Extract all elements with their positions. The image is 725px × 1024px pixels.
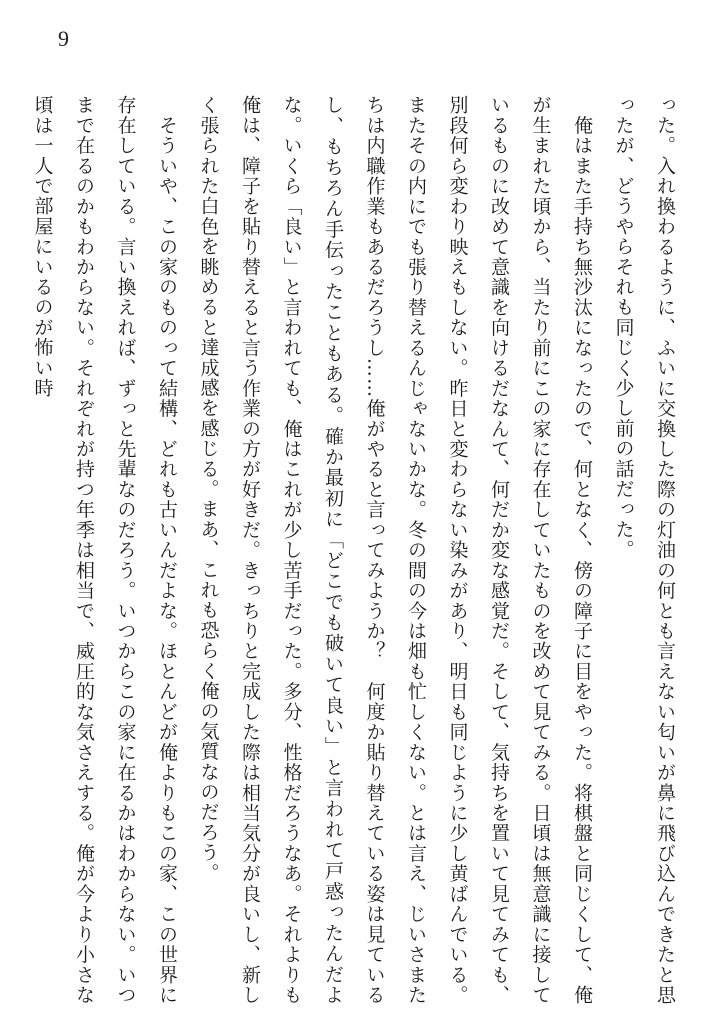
- paragraph: った。入れ換わるように、ふいに交換した際の灯油の何とも言えない匂いが鼻に飛び込んできたと思ったが、どうやらそれも同じく少し前の話だった。: [612, 95, 676, 1005]
- paragraph: そういや、この家のものって結構、どれも古いんだよな。ほとんどが俺よりもこの家、この世界に存在している。言い換えれば、ずっと先輩なのだろう。いつからこの家に在るかはわからない。いつまで在るのかもわからない。それぞれが持つ年季は相当で、威圧的な気さえする。俺が今より小さな頃は一人で部屋にいるのが怖い時: [31, 95, 178, 1005]
- page-number: 9: [58, 26, 69, 51]
- vertical-text-body: [25, 95, 685, 1005]
- paragraph: 俺はまた手持ち無沙汰になったので、何となく、傍の障子に目をやった。将棋盤と同じくして、俺が生まれた頃から、当たり前にこの家に存在していたものを改めて見てみる。日頃は無意識に接しているものに改めて意識を向けるだなんて、何だか変な感覚だ。そして、気持ちを置いて見てみても、別段何ら変わり映えもしない。昨日と変わらない染みがあり、明日も同じように少し黄ばんでいる。またその内にでも張り替えるんじゃないかな。冬の間の今は畑も忙しくない。とは言え、じいさまたちは内職作業もあるだろうし……俺がやると言ってみようか？ 何度か貼り替えている姿は見ているし、もちろん手伝ったこともある。確か最初に「どこでも破いて良い」と言われて戸惑ったんだよな。いくら「良い」と言われても、俺はこれが少し苦手だった。多分、性格だろうなあ。それよりも俺は、障子を貼り替えると言う作業の方が好きだ。きっちりと完成した際は相当気分が良いし、新しく張られた白色を眺めると達成感を感じる。まあ、これも恐らく俺の気質なのだろう。: [197, 95, 593, 1005]
